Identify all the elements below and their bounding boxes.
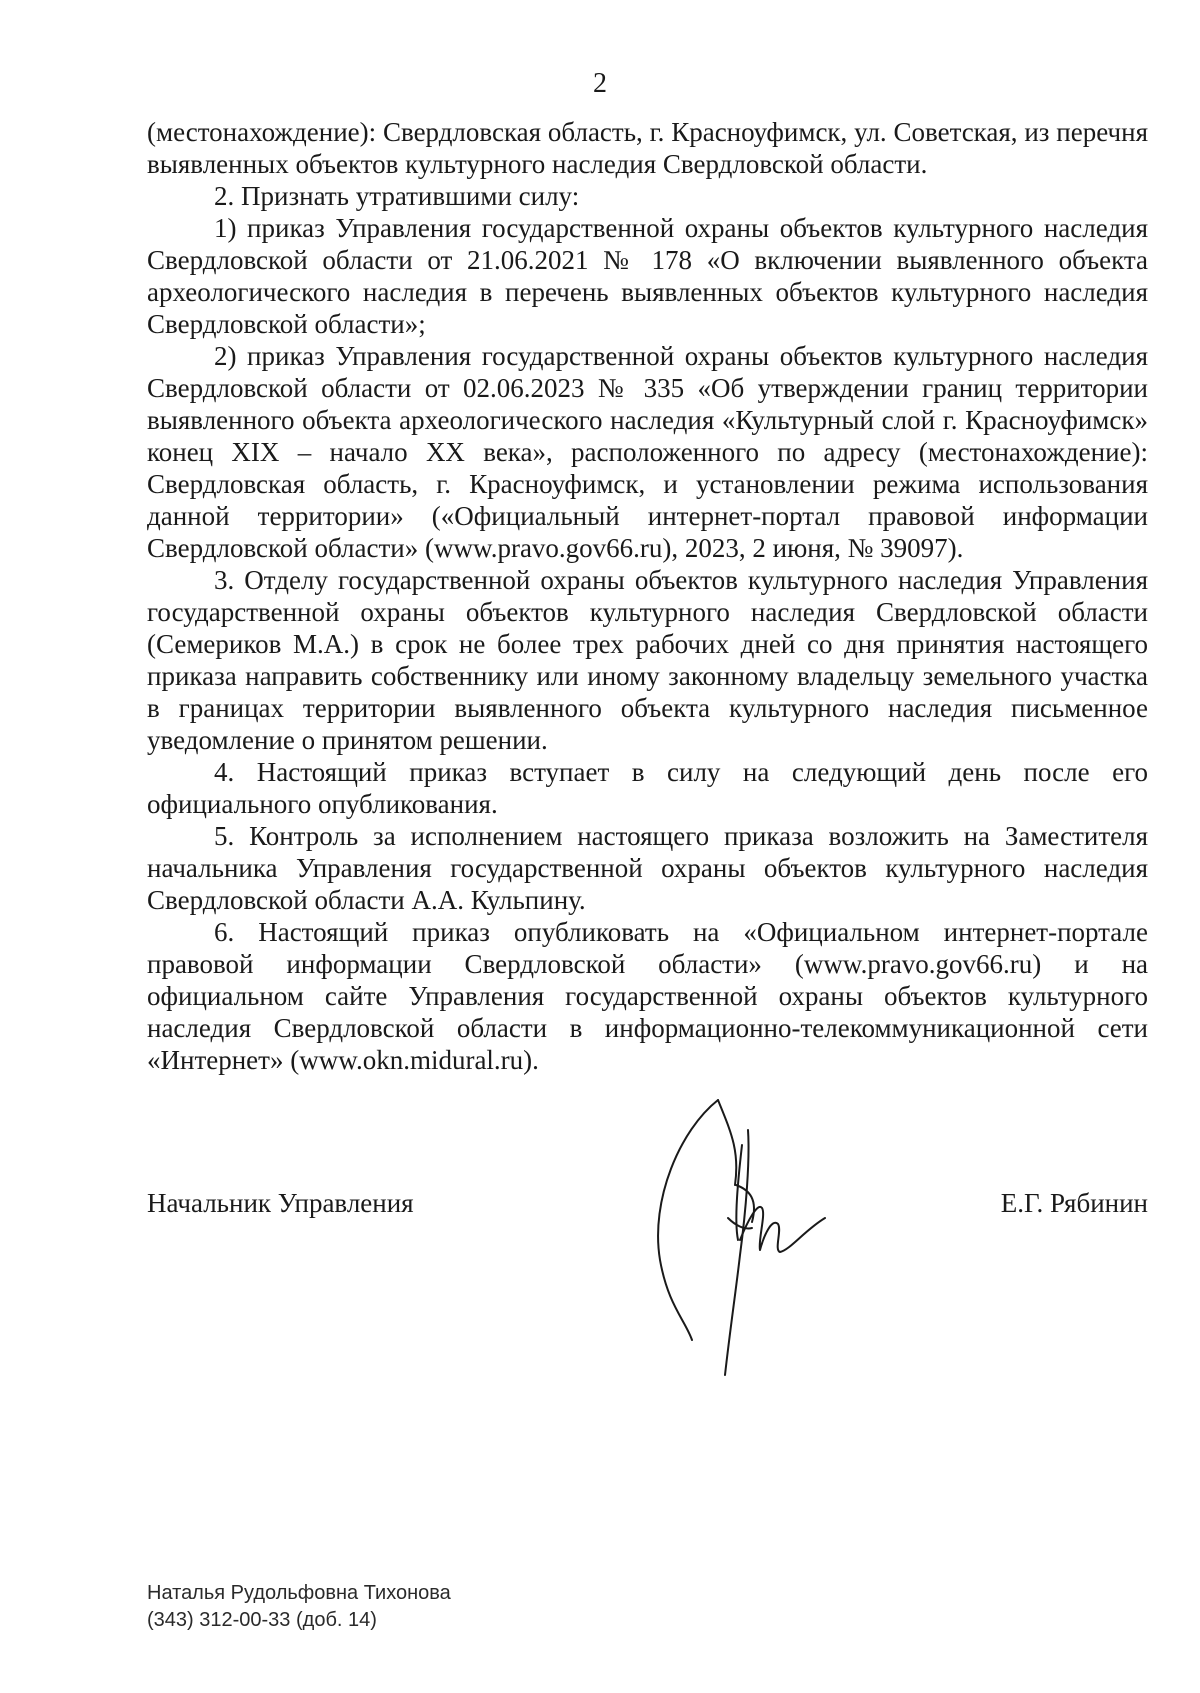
contact-phone: (343) 312-00-33 (доб. 14) [147,1609,377,1631]
paragraph-subitem-1: 1) приказ Управления государственной охраны объектов культурного наследия Свердловской области от 21.06.2021 № 178 «О включении выявленного объекта археологического наследия в перечень выявленных объектов культурного наследия Свердловской области»; [147,213,1148,339]
contact-name: Наталья Рудольфовна Тихонова [147,1582,451,1604]
page-number: 2 [593,68,607,99]
paragraph-item-3: 3. Отделу государственной охраны объектов культурного наследия Управления государственной охраны объектов культурного наследия Свердловской области (Семериков М.А.) в срок не более трех рабочих дней со дня принятия настоящего приказа направить собственнику или иному законному владельцу земельного участка в границах территории выявленного объекта культурного наследия письменное уведомление о принятом решении. [147,565,1148,755]
paragraph-item-6: 6. Настоящий приказ опубликовать на «Официальном интернет-портале правовой информации Свердловской области» (www.pravo.gov66.ru) и на официальном сайте Управления государственной охраны объектов культурного наследия Свердловской области в информационно-телекоммуникационной сети «Интернет» (www.okn.midural.ru). [147,917,1148,1075]
paragraph-subitem-2: 2) приказ Управления государственной охраны объектов культурного наследия Свердловской области от 02.06.2023 № 335 «Об утверждении границ территории выявленного объекта археологического наследия «Культурный слой г. Красноуфимск» конец XIX – начало XX века», расположенного по адресу (местонахождение): Свердловская область, г. Красноуфимск, и установлении режима использования данной территории» («Официальный интернет-портал правовой информации Свердловской области» (www.pravo.gov66.ru), 2023, 2 июня, № 39097). [147,341,1148,563]
handwritten-signature [640,1090,880,1380]
paragraph-item-5: 5. Контроль за исполнением настоящего приказа возложить на Заместителя начальника Управления государственной охраны объектов культурного наследия Свердловской области А.А. Кульпину. [147,821,1148,915]
paragraph-item-2: 2. Признать утратившими силу: [214,181,580,211]
paragraph-continuation: (местонахождение): Свердловская область, г. Красноуфимск, ул. Советская, из перечня выявленных объектов культурного наследия Свердловской области. [147,117,1148,179]
signatory-name: Е.Г. Рябинин [1000,1188,1148,1218]
paragraph-item-4: 4. Настоящий приказ вступает в силу на следующий день после его официального опубликования. [147,757,1148,819]
signatory-position: Начальник Управления [147,1188,414,1218]
document-body [147,116,1148,1076]
footer-contact [147,1580,451,1634]
